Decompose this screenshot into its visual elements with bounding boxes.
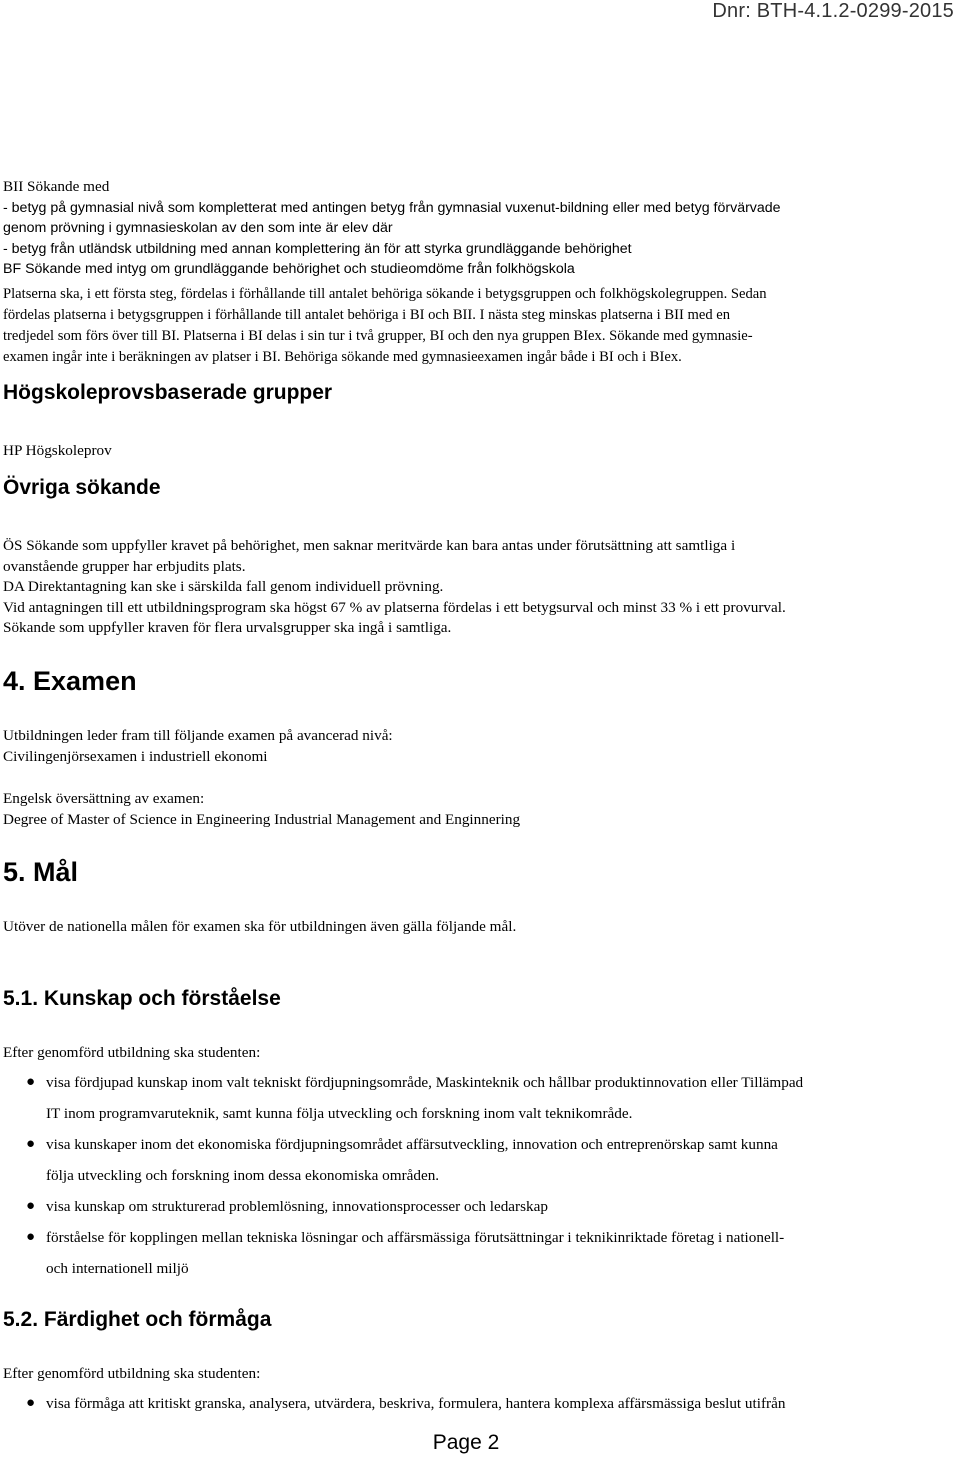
- list-item-line: visa fördjupad kunskap inom valt tekniskt fördjupningsområde, Maskinteknik och hållbar produktinnovation eller Tillämpad: [46, 1074, 804, 1091]
- paragraph-line: DA Direktantagning kan ske i särskilda fall genom individuell prövning.: [3, 578, 444, 595]
- english-degree: Degree of Master of Science in Engineering Industrial Management and Enginnering: [3, 811, 521, 828]
- paragraph-line: tredjedel som förs över till BI. Platserna i BI delas i sin tur i två grupper, BI och den nya gruppen BIex. Sökande med gymnasie-: [3, 328, 753, 344]
- bii-line: BF Sökande med intyg om grundläggande behörighet och studieomdöme från folkhögskola: [3, 261, 575, 277]
- page-number: Page 2: [432, 1431, 500, 1454]
- list-item: [0, 1191, 930, 1222]
- paragraph-line: Vid antagningen till ett utbildningsprogram ska högst 67 % av platserna fördelas i ett betygsurval och minst 33 % i ett provurval.: [3, 598, 786, 616]
- kunskap-intro: Efter genomförd utbildning ska studenten:: [3, 1044, 261, 1061]
- bii-line: genom prövning i gymnasieskolan av den som inte är elev där: [3, 220, 393, 236]
- section-heading-kunskap: 5.1. Kunskap och förståelse: [3, 987, 281, 1010]
- list-item-line: följa utveckling och forskning inom dessa ekonomiska områden.: [46, 1167, 440, 1184]
- list-item-line: visa kunskaper inom det ekonomiska fördjupningsområdet affärsutveckling, innovation och entreprenörskap samt kunna: [46, 1136, 778, 1153]
- bii-line: - betyg på gymnasial nivå som kompletterat med antingen betyg från gymnasial vuxenut-bildning eller med betyg förvärvade: [3, 199, 781, 216]
- bullet-icon: ●: [26, 1395, 36, 1411]
- list-item-line: IT inom programvaruteknik, samt kunna följa utveckling och forskning inom valt teknikområde.: [46, 1105, 633, 1122]
- document-number: Dnr: BTH-4.1.2-0299-2015: [712, 0, 954, 22]
- list-item-line: visa förmåga att kritiskt granska, analysera, utvärdera, beskriva, formulera, hantera komplexa affärsmässiga beslut utifrån: [46, 1395, 786, 1412]
- ovriga-paragraph: [3, 536, 943, 639]
- bii-line: BII Sökande med: [3, 178, 110, 195]
- bullet-icon: ●: [26, 1229, 36, 1245]
- list-item: [0, 1222, 930, 1284]
- section-heading-mal: 5. Mål: [3, 857, 79, 887]
- examen-intro: Utbildningen leder fram till följande examen på avancerad nivå:: [3, 727, 393, 744]
- list-item: [0, 1388, 930, 1419]
- paragraph-line: ovanstående grupper har erbjudits plats.: [3, 557, 246, 575]
- paragraph-line: Platserna ska, i ett första steg, fördelas i förhållande till antalet behöriga sökande i betygsgruppen och folkhögskolegruppen. Sedan: [3, 286, 767, 302]
- section-heading-hogskoleprov: Högskoleprovsbaserade grupper: [3, 381, 333, 404]
- bii-line: - betyg från utländsk utbildning med annan komplettering än för att styrka grundläggande behörighet: [3, 240, 632, 257]
- bullet-icon: ●: [26, 1074, 36, 1090]
- fardighet-intro: Efter genomförd utbildning ska studenten:: [3, 1365, 261, 1382]
- bullet-icon: ●: [26, 1136, 36, 1152]
- paragraph-line: ÖS Sökande som uppfyller kravet på behörighet, men saknar meritvärde kan bara antas under förutsättning att samtliga i: [3, 537, 736, 554]
- list-item-line: visa kunskap om strukturerad problemlösning, innovationsprocesser och ledarskap: [46, 1198, 548, 1215]
- hogskoleprov-text: HP Högskoleprov: [3, 442, 112, 459]
- paragraph-line: fördelas platserna i betygsgruppen i förhållande till antalet behöriga i BI och BII. I nästa steg minskas platserna i BII med en: [3, 307, 731, 323]
- fardighet-list: [0, 1388, 930, 1419]
- bullet-icon: ●: [26, 1198, 36, 1214]
- list-item-line: och internationell miljö: [46, 1260, 189, 1277]
- section-heading-examen: 4. Examen: [3, 666, 137, 696]
- english-translation-label: Engelsk översättning av examen:: [3, 790, 205, 807]
- list-item-line: förståelse för kopplingen mellan tekniska lösningar och affärsmässiga förutsättningar i teknikinriktade företag i nationell-: [46, 1229, 785, 1246]
- bii-block: [3, 177, 943, 280]
- mal-text: Utöver de nationella målen för examen ska för utbildningen även gälla följande mål.: [3, 918, 517, 935]
- section-heading-fardighet: 5.2. Färdighet och förmåga: [3, 1308, 272, 1331]
- platserna-paragraph: [3, 284, 943, 368]
- kunskap-list: [0, 1067, 930, 1284]
- section-heading-ovriga: Övriga sökande: [3, 476, 161, 499]
- list-item: [0, 1129, 930, 1191]
- paragraph-line: examen ingår inte i beräkningen av platser i BI. Behöriga sökande med gymnasieexamen ingår både i BI och i BIex.: [3, 349, 682, 365]
- list-item: [0, 1067, 930, 1129]
- examen-degree: Civilingenjörsexamen i industriell ekonomi: [3, 748, 268, 765]
- paragraph-line: Sökande som uppfyller kraven för flera urvalsgrupper ska ingå i samtliga.: [3, 619, 452, 636]
